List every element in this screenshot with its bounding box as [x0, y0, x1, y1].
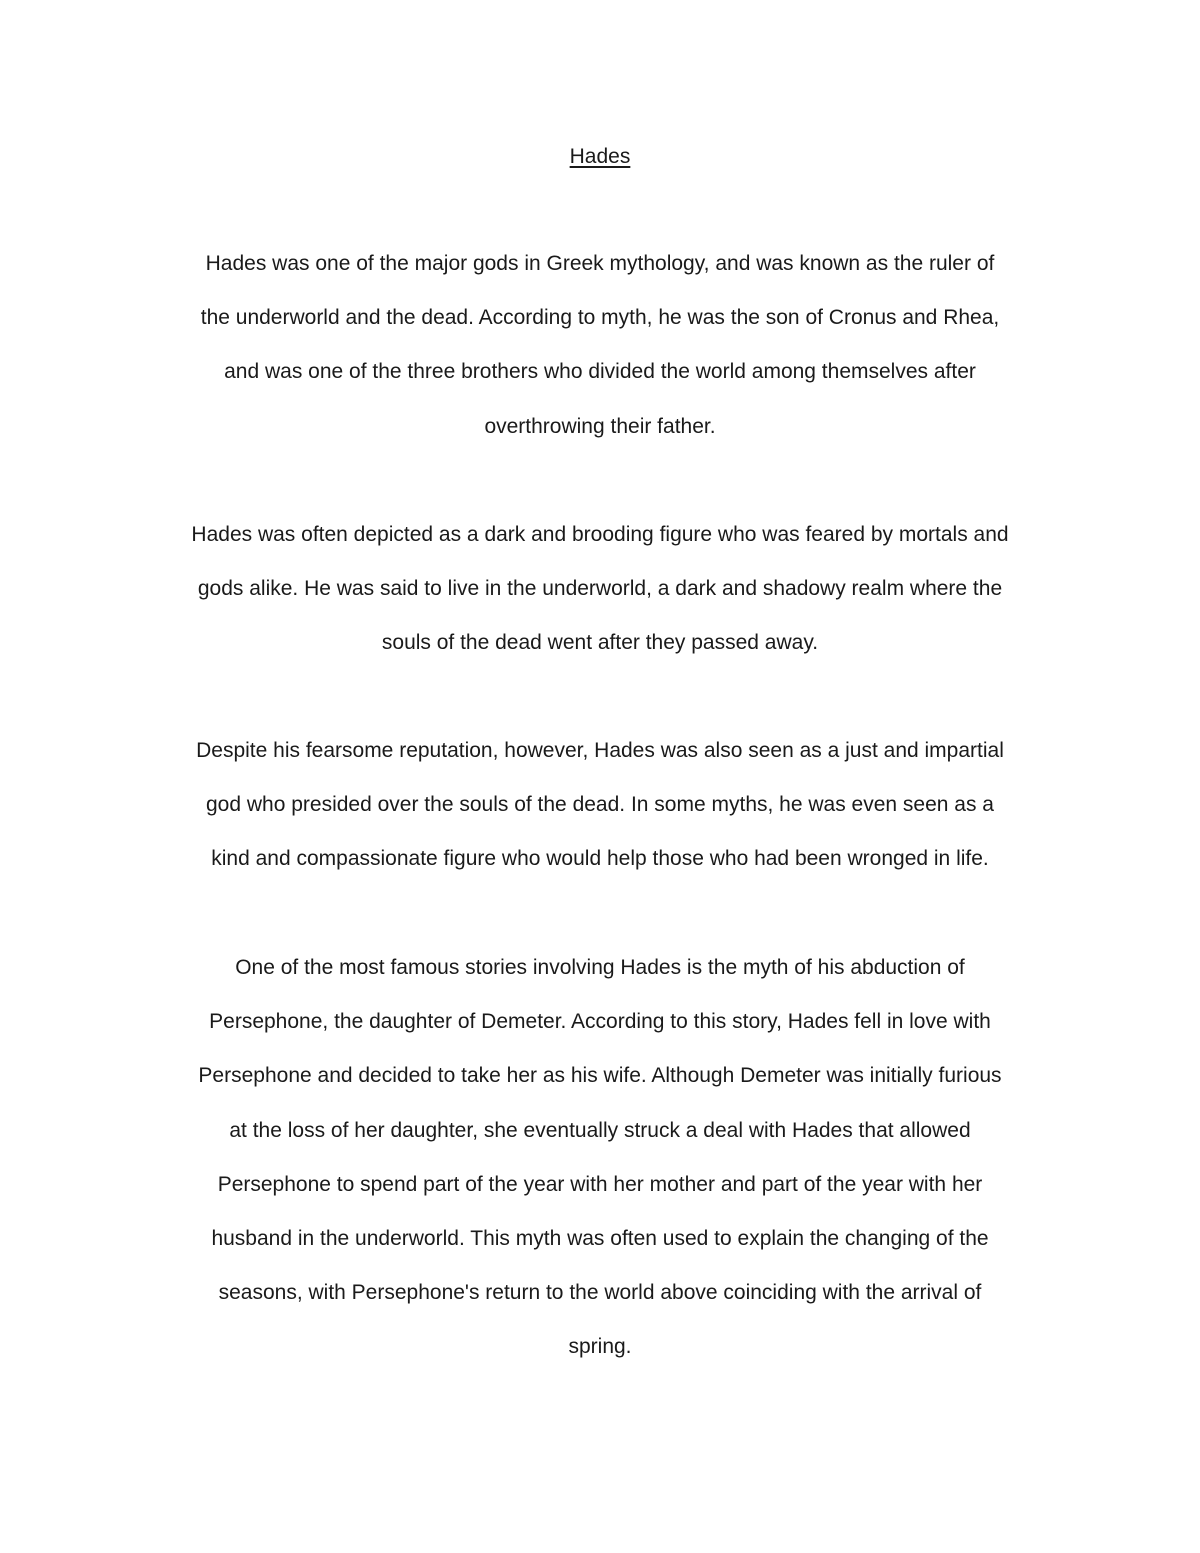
paragraph-line: spring. — [568, 1335, 632, 1359]
paragraph-line: the underworld and the dead. According to myth, he was the son of Cronus and Rhea, — [200, 306, 1000, 330]
document-title: Hades — [569, 145, 631, 168]
paragraph-line: god who presided over the souls of the dead. In some myths, he was even seen as a — [206, 793, 994, 817]
paragraph-line: kind and compassionate figure who would help those who had been wronged in life. — [211, 847, 989, 871]
paragraph-line: husband in the underworld. This myth was often used to explain the changing of the — [211, 1226, 989, 1250]
paragraph-line: at the loss of her daughter, she eventually struck a deal with Hades that allowed — [229, 1118, 971, 1142]
paragraph-line: Hades was one of the major gods in Greek mythology, and was known as the ruler of — [205, 252, 995, 275]
paragraph-4 — [130, 953, 1070, 1387]
paragraph-line: One of the most famous stories involving Hades is the myth of his abduction of — [235, 956, 965, 979]
paragraph-line: Persephone and decided to take her as his wife. Although Demeter was initially furious — [198, 1064, 1002, 1088]
paragraph-line: Persephone, the daughter of Demeter. According to this story, Hades fell in love with — [209, 1010, 991, 1034]
paragraph-line: seasons, with Persephone's return to the world above coinciding with the arrival of — [218, 1281, 982, 1305]
paragraph-line: overthrowing their father. — [484, 414, 716, 438]
paragraph-line: and was one of the three brothers who divided the world among themselves after — [224, 360, 976, 384]
paragraph-1 — [130, 249, 1070, 466]
paragraph-line: Hades was often depicted as a dark and brooding figure who was feared by mortals and — [191, 523, 1009, 546]
paragraph-line: Despite his fearsome reputation, however, Hades was also seen as a just and impartial — [196, 739, 1004, 762]
paragraph-line: souls of the dead went after they passed away. — [381, 631, 819, 655]
paragraph-line: gods alike. He was said to live in the underworld, a dark and shadowy realm where the — [197, 577, 1003, 601]
paragraph-2 — [130, 520, 1070, 683]
paragraph-3 — [130, 736, 1070, 899]
paragraph-line: Persephone to spend part of the year with her mother and part of the year with her — [217, 1172, 983, 1196]
